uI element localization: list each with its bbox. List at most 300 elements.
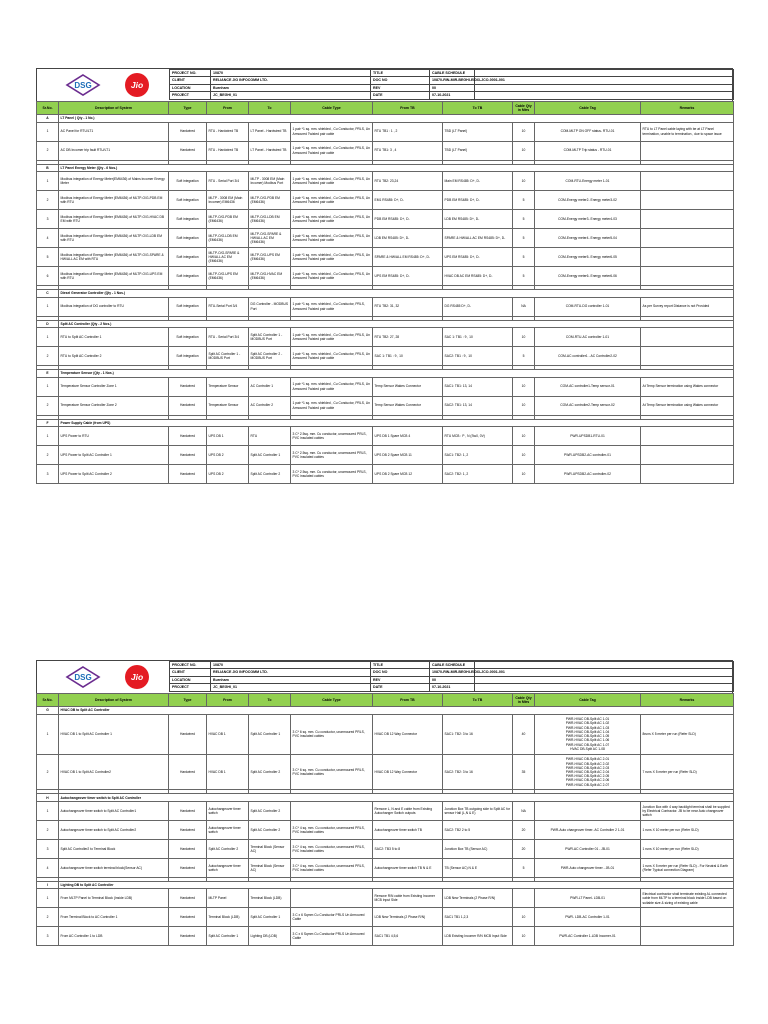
cell-cable-type: 1 pair *1 sq. mm. shielded , Cu Conductor, PRLS, Un Armoured Twisted pair cable: [291, 267, 373, 286]
cell-sr-no: 1: [37, 714, 59, 754]
cell-sr-no: 3: [37, 465, 59, 484]
section-title: Lighting DB to Split AC Controller: [59, 881, 734, 889]
cell-to: RTU: [249, 427, 291, 446]
table-row: [37, 427, 734, 446]
header-label: DOC NO: [371, 669, 430, 676]
cell-sr-no: 1: [37, 172, 59, 191]
cell-to: MLTP-O/G-PDB EM (EM6436): [249, 191, 291, 210]
cell-cable-tag: PWR-UPSDB2-AC controller-01: [535, 446, 641, 465]
cell-from: RTU - Hardwired TB: [207, 122, 249, 141]
cell-cable-tag: PWR-HVAC DB-Split AC 2-01 PWR-HVAC DB-Split AC 2-02 PWR-HVAC DB-Split AC 2-03 PWR-HVAC DB-Split AC 2-04 PWR-HVAC DB-Split AC 2-05 PWR-HVAC DB-Split AC 2-06 PWR-HVAC DB-Split AC 2-07: [535, 754, 641, 790]
header-row: [371, 662, 734, 669]
table-row: [37, 122, 734, 141]
cell-from-tb: Temp Sensor Wakes Connector: [373, 377, 443, 396]
column-header: Remarks: [641, 102, 734, 115]
column-header: Cable Tag: [535, 694, 641, 707]
column-header: From TB: [373, 694, 443, 707]
cell-description: UPS Power to Split AC Controller 1: [59, 446, 169, 465]
cell-to-tb: SAC1: TB1: 13, 14: [443, 377, 513, 396]
cell-to: LT Panel - Hardwired TB: [249, 141, 291, 160]
column-header-row: [37, 102, 734, 115]
cell-remarks: [641, 210, 734, 229]
cell-to-tb: UPS EM RS485: D+, D-: [443, 248, 513, 267]
section-letter: A: [37, 115, 59, 123]
cell-from: UPS DB 2: [207, 446, 249, 465]
cell-to: Split AC Controller 2: [249, 465, 291, 484]
cell-sr-no: 3: [37, 210, 59, 229]
cable-schedule-table: [36, 693, 734, 946]
cell-type: Hardwired: [169, 754, 207, 790]
cell-cable-qty: 5: [513, 858, 535, 877]
cell-cable-type: 1 pair *1 sq. mm. shielded , Cu Conductor, PRLS, Un Armoured Twisted pair cable: [291, 141, 373, 160]
cell-cable-qty: 10: [513, 377, 535, 396]
column-header: Cable Tag: [535, 102, 641, 115]
cell-cable-type: [291, 889, 373, 908]
section-title: Diesel Generator Controller (Qty - 1 Nos.): [59, 290, 734, 298]
cell-to-tb: Junction Box TB (Sensor AC): [443, 839, 513, 858]
cell-remarks: [641, 267, 734, 286]
cell-to: Split AC Controller 2: [249, 801, 291, 820]
cell-from-tb: RTU TB1: 3 , 4: [373, 141, 443, 160]
table-row: [37, 927, 734, 946]
cell-cable-qty: [513, 889, 535, 908]
logo-area: [37, 661, 169, 693]
cell-from: Split AC Controller 1 - MODBUS Port: [207, 347, 249, 366]
cell-from: HVAC DB 1: [207, 754, 249, 790]
cell-type: Soft integration: [169, 297, 207, 316]
cell-description: Modbus integration of Energy Meter (EM6436) of MLTP-O/G-SPARE & HW/ALL AC EM with RTU: [59, 248, 169, 267]
table-row: [37, 377, 734, 396]
table-row: [37, 172, 734, 191]
header-label: LOCATION: [170, 84, 211, 91]
cell-remarks: [641, 427, 734, 446]
cell-remarks: [641, 191, 734, 210]
cell-type: Soft integration: [169, 172, 207, 191]
cell-to: Terminal Block (Sensor AC): [249, 858, 291, 877]
table-row: [37, 297, 734, 316]
cell-sr-no: 1: [37, 801, 59, 820]
cell-cable-tag: PWR-Auto changeover timer - JB-01: [535, 858, 641, 877]
header-label: CLIENT: [170, 669, 211, 676]
cell-sr-no: 2: [37, 446, 59, 465]
cell-cable-qty: 10: [513, 328, 535, 347]
cell-description: Split AC Controller2 to Terminal Block: [59, 839, 169, 858]
header-row: [371, 77, 734, 84]
cell-from: MLTP-O/G-UPS EM (EM6436): [207, 267, 249, 286]
cell-to: Split AC Controller 1: [249, 714, 291, 754]
cell-cable-type: 1 pair *1 sq. mm. shielded , Cu Conductor, PRLS, Un Armoured Twisted pair cable: [291, 328, 373, 347]
cell-description: Modbus integration of Energy Meter (EM6436) of MLTP-O/G-LDB EM with RTU: [59, 229, 169, 248]
cell-to: Split AC Controller 2 - MODBUS Port: [249, 347, 291, 366]
cell-from-tb: Autochangeover timer switch TB N & E: [373, 858, 443, 877]
cell-from-tb: PDB EM RS485: D+, D-: [373, 210, 443, 229]
cell-remarks: [641, 465, 734, 484]
header-label: PROJECT NO.: [170, 70, 211, 77]
table-row: [37, 248, 734, 267]
cell-type: Hardwired: [169, 801, 207, 820]
cell-type: Hardwired: [169, 908, 207, 927]
section-letter: G: [37, 707, 59, 715]
cell-type: Hardwired: [169, 122, 207, 141]
cell-description: Autochangeover timer switch to Split AC Controller2: [59, 820, 169, 839]
cell-to: Split AC Controller 1 - MODBUS Port: [249, 328, 291, 347]
header-value: 10870: [211, 662, 475, 669]
cell-cable-tag: COM-AC controller1-Temp sensor-01: [535, 377, 641, 396]
header-label: REV: [371, 676, 430, 683]
cell-cable-qty: 20: [513, 820, 535, 839]
header-label: DATE: [371, 92, 430, 99]
cell-type: Hardwired: [169, 889, 207, 908]
cell-from: Autochangeover timer switch: [207, 801, 249, 820]
cell-type: Hardwired: [169, 858, 207, 877]
cell-cable-qty: 40: [513, 714, 535, 754]
column-header: Cable Qty in Mtrs: [513, 694, 535, 707]
cell-to-tb: LDB EM RS485: D+, D-: [443, 210, 513, 229]
section-title: Autochangeover timer switch to Split AC Controller: [59, 794, 734, 802]
cell-to: Split AC Controller 1: [249, 908, 291, 927]
table-row: [37, 801, 734, 820]
cell-description: Modbus integration of Energy Meter(EM6436) of Mains incomer Energy Meter: [59, 172, 169, 191]
section-title: HVAC DB to Split AC Controller: [59, 707, 734, 715]
cable-schedule-sheet-1: [36, 68, 733, 484]
cell-from-tb: LDB New Terminals (2 Phase R/N): [373, 908, 443, 927]
header-right-table: [370, 69, 734, 100]
cell-type: Soft integration: [169, 328, 207, 347]
cell-cable-qty: 5: [513, 210, 535, 229]
cell-from: Split AC Controller 2: [207, 839, 249, 858]
cell-cable-tag: [535, 801, 641, 820]
cell-to-tb: DG RS485 D+, D-: [443, 297, 513, 316]
cell-description: UPS Power to RTU: [59, 427, 169, 446]
cell-from: Terminal Block (LDB): [207, 908, 249, 927]
header-right-table: [370, 661, 734, 692]
cell-to: MLTP-O/G-UPS EM (EM6436): [249, 248, 291, 267]
cell-cable-qty: 5: [513, 267, 535, 286]
cell-from-tb: LDB EM RS485: D+, D-: [373, 229, 443, 248]
cell-cable-type: 1 pair *1 sq. mm. shielded , Cu Conductor, PRLS, Un Armoured Twisted pair cable: [291, 210, 373, 229]
cell-sr-no: 2: [37, 191, 59, 210]
header-label: TITLE: [371, 70, 430, 77]
table-row: [37, 465, 734, 484]
cell-cable-type: 3 C* 4 sq. mm. Cu conductor, unarmoured PRLS, PVC insulated cables: [291, 839, 373, 858]
section-title: Power Supply Cable (from UPS): [59, 419, 734, 427]
header-value: 00: [430, 84, 734, 91]
header-value: Burnham: [211, 676, 475, 683]
section-title: Split AC Controller (Qty - 2 Nos.): [59, 320, 734, 328]
section-row: [37, 115, 734, 123]
cell-type: Hardwired: [169, 141, 207, 160]
table-row: [37, 908, 734, 927]
cell-cable-qty: 10: [513, 927, 535, 946]
cell-cable-tag: COM-Energy meter4- Energy meter5-04: [535, 229, 641, 248]
cell-sr-no: 3: [37, 839, 59, 858]
cell-cable-type: 1 pair *1 sq. mm. shielded , Cu Conductor, PRLS, Un Armoured Twisted pair cable: [291, 122, 373, 141]
cell-from-tb: RTU TB2: 31, 32: [373, 297, 443, 316]
column-header: Sr.No.: [37, 102, 59, 115]
cell-remarks: 1 runs X 5 meter per run (Refer SLD) - For Neutral & Earth (Refer Typical connection Diagram): [641, 858, 734, 877]
cell-remarks: [641, 172, 734, 191]
cell-remarks: [641, 141, 734, 160]
cell-from-tb: RTU TB2: 27, 28: [373, 328, 443, 347]
cell-sr-no: 5: [37, 248, 59, 267]
cell-remarks: As per Survey report Distance is not Provided: [641, 297, 734, 316]
cell-type: Hardwired: [169, 396, 207, 415]
cell-cable-qty: 10: [513, 122, 535, 141]
cell-remarks: [641, 908, 734, 927]
table-row: [37, 858, 734, 877]
cell-from: MLTP-O/G-SPARE & HW/ALL AC EM (EM6436): [207, 248, 249, 267]
header-value: RELIANCE JIO INFOCOMM LTD.: [211, 77, 475, 84]
section-title: Temperature Sensor (Qty - 1 Nos.): [59, 370, 734, 378]
sheet-header: [36, 660, 733, 693]
cell-cable-qty: 5: [513, 347, 535, 366]
cell-remarks: 7 runs X 5 meter per run (Refer SLD): [641, 754, 734, 790]
cell-sr-no: 4: [37, 229, 59, 248]
cell-type: Hardwired: [169, 927, 207, 946]
cell-description: HVAC DB 1 to Split AC Controller 1: [59, 714, 169, 754]
section-letter: D: [37, 320, 59, 328]
cell-sr-no: 1: [37, 122, 59, 141]
cell-from: MLTP Panel: [207, 889, 249, 908]
cell-to-tb: SAC2: TB2: 3 to 16: [443, 754, 513, 790]
cell-to-tb: SAC2: TB1 : 9 , 10: [443, 347, 513, 366]
cell-cable-tag: COM-AC controller2-Temp sensor-02: [535, 396, 641, 415]
cell-from-tb: SPARE & HW/ALL EM RS485: D+, D-: [373, 248, 443, 267]
cell-cable-type: 1 pair *1 sq. mm. shielded , Cu Conductor, PRLS, Un Armoured Twisted pair cable: [291, 396, 373, 415]
cell-to: Terminal Block (Sensor AC): [249, 839, 291, 858]
column-header: Type: [169, 694, 207, 707]
cell-cable-qty: 10: [513, 908, 535, 927]
cell-from-tb: Temp Sensor Wakes Connector: [373, 396, 443, 415]
cell-to: Split AC Controller 1: [249, 446, 291, 465]
cell-cable-tag: COM-RTU-DG controller 1-01: [535, 297, 641, 316]
header-label: PROJECT: [170, 684, 211, 691]
cell-to-tb: SAC2: TB1: 13, 14: [443, 396, 513, 415]
section-letter: H: [37, 794, 59, 802]
dsg-logo-icon: [65, 665, 101, 689]
header-row: [371, 684, 734, 691]
cell-remarks: [641, 248, 734, 267]
cell-remarks: Junction Box with 4 way backlight terminal shall be supplied by Electrical Contractor. JB to be near Auto changeover switch: [641, 801, 734, 820]
column-header: To: [249, 694, 291, 707]
cell-from-tb: RTU TB1 : 1 , 2: [373, 122, 443, 141]
cell-remarks: At Temp Sensor termination using Wakes connector: [641, 396, 734, 415]
header-value: JC_BEGHI_01: [211, 92, 475, 99]
cell-description: RTU to Split AC Controller 1: [59, 328, 169, 347]
cell-from-tb: RTU TB2: 23,24: [373, 172, 443, 191]
jio-logo-icon: Jio: [125, 73, 149, 97]
cell-from: Autochangeover timer switch: [207, 820, 249, 839]
cell-from-tb: UPS DB 2 Spare MCB 12: [373, 465, 443, 484]
cell-from: Temperature Sensor: [207, 377, 249, 396]
cell-remarks: [641, 328, 734, 347]
cell-cable-qty: 35: [513, 754, 535, 790]
cell-sr-no: 2: [37, 908, 59, 927]
cell-cable-tag: COM-Energy meter3- Energy meter4-03: [535, 210, 641, 229]
table-row: [37, 889, 734, 908]
cell-type: Soft integration: [169, 229, 207, 248]
column-header: Description of System: [59, 694, 169, 707]
cell-from: UPS DB 2: [207, 465, 249, 484]
section-letter: F: [37, 419, 59, 427]
cell-cable-qty: 10: [513, 141, 535, 160]
header-row: [371, 669, 734, 676]
cell-sr-no: 1: [37, 328, 59, 347]
header-value: RELIANCE JIO INFOCOMM LTD.: [211, 669, 475, 676]
cell-from: Autochangeover timer switch: [207, 858, 249, 877]
cell-to-tb: TBD (LT Panel): [443, 122, 513, 141]
cell-remarks: At Temp Sensor termination using Wakes connector: [641, 377, 734, 396]
table-row: [37, 396, 734, 415]
table-row: [37, 754, 734, 790]
table-row: [37, 820, 734, 839]
cell-type: Hardwired: [169, 839, 207, 858]
cell-cable-tag: COM-Energy meter5- Energy meter6-05: [535, 248, 641, 267]
cell-cable-tag: COM-Energy meter2- Energy meter3-02: [535, 191, 641, 210]
cell-to: DG Controller - MODBUS Port: [249, 297, 291, 316]
cell-remarks: [641, 446, 734, 465]
cell-from: HVAC DB 1: [207, 714, 249, 754]
cell-sr-no: 3: [37, 927, 59, 946]
cell-cable-tag: COM-MLTP ON OFF status- RTU-01: [535, 122, 641, 141]
cell-description: Modbus integration of DG controller to RTU: [59, 297, 169, 316]
header-value: 10870: [211, 70, 475, 77]
cell-to-tb: LDB New Terminals (2 Phase R/N): [443, 889, 513, 908]
cell-cable-tag: COM-RTU-Energy meter 1-01: [535, 172, 641, 191]
cell-remarks: 1 runs X 10 meter per run (Refer SLD): [641, 839, 734, 858]
cell-to: MLTP - 3008 EM (Main Incomer) Modbus Port: [249, 172, 291, 191]
cell-to: MLTP-O/G-SPARE & HW/ALL AC EM (EM6436): [249, 229, 291, 248]
header-value: 07-10-2021: [430, 92, 734, 99]
cell-to-tb: SAC1: TB2: 1, 2: [443, 446, 513, 465]
table-row: [37, 210, 734, 229]
section-letter: E: [37, 370, 59, 378]
cell-remarks: 1 runs X 10 meter per run (Refer SLD): [641, 820, 734, 839]
column-header-row: [37, 694, 734, 707]
column-header: To TB: [443, 694, 513, 707]
header-label: DOC NO: [371, 77, 430, 84]
cell-cable-qty: 10: [513, 446, 535, 465]
cell-from-tb: HVAC DB 12 Way Connector: [373, 714, 443, 754]
header-row: [371, 84, 734, 91]
cell-description: Autochangeover timer switch to Split AC Controller1: [59, 801, 169, 820]
cell-remarks: 8runs X 5 meter per run (Refer SLD): [641, 714, 734, 754]
section-row: [37, 370, 734, 378]
column-header: Sr.No.: [37, 694, 59, 707]
header-value: 10870-RIN-MIR-BEGHI-EIDI3-JCO-0001-001: [430, 77, 734, 84]
cell-type: Soft integration: [169, 347, 207, 366]
cell-cable-type: 1 pair *1 sq. mm. shielded , Cu Conductor, PRLS, Un Armoured Twisted pair cable: [291, 347, 373, 366]
cell-to-tb: SAC 1: TB1 : 9 , 10: [443, 328, 513, 347]
cell-type: Soft integration: [169, 267, 207, 286]
cell-type: Soft integration: [169, 191, 207, 210]
cell-to-tb: PDB EM RS485: D+, D-: [443, 191, 513, 210]
cell-description: From MLTP Panel to Terminal Block (Inside LDB): [59, 889, 169, 908]
cell-from-tb: Autochangeover timer switch TB: [373, 820, 443, 839]
cell-description: From AC Controller 1 to LDB: [59, 927, 169, 946]
cell-type: Hardwired: [169, 446, 207, 465]
cell-to: Split AC Controller 2: [249, 754, 291, 790]
cell-cable-qty: NA: [513, 297, 535, 316]
section-letter: C: [37, 290, 59, 298]
cell-remarks: [641, 229, 734, 248]
section-row: [37, 164, 734, 172]
header-value: CABLE SCHEDULE: [430, 662, 734, 669]
header-value: JC_BEGHI_01: [211, 684, 475, 691]
cell-from: UPS DB 1: [207, 427, 249, 446]
cell-cable-type: 3 C* 2.5sq. mm. Cu conductor, unarmoured PRLS, PVC insulated cables: [291, 427, 373, 446]
cell-cable-qty: 10: [513, 465, 535, 484]
cell-from: RTU - Serial Port 3/4: [207, 172, 249, 191]
cell-cable-tag: COM-RTU-AC controller 1-01: [535, 328, 641, 347]
cell-to-tb: TBD (LT Panel): [443, 141, 513, 160]
table-row: [37, 714, 734, 754]
column-header: Remarks: [641, 694, 734, 707]
cell-type: Soft integration: [169, 248, 207, 267]
cell-sr-no: 2: [37, 820, 59, 839]
svg-text:DSG: DSG: [74, 81, 92, 90]
logo-area: [37, 69, 169, 101]
header-label: TITLE: [371, 662, 430, 669]
cell-to: AC Controller 2: [249, 396, 291, 415]
cell-to-tb: HVAC DB AC EM RS485: D+, D-: [443, 267, 513, 286]
header-value: 07-10-2021: [430, 684, 734, 691]
cell-type: Hardwired: [169, 714, 207, 754]
cell-to-tb: SAC2: TB2: 1, 2: [443, 465, 513, 484]
header-row: [371, 92, 734, 99]
column-header: From: [207, 102, 249, 115]
cell-type: Hardwired: [169, 465, 207, 484]
cell-cable-tag: COM-AC controller1 - AC Controller2-02: [535, 347, 641, 366]
table-row: [37, 446, 734, 465]
cell-to: AC Controller 1: [249, 377, 291, 396]
cell-cable-type: 1 pair *1 sq. mm. shielded , Cu Conductor, PRLS, Un Armoured Twisted pair cable: [291, 377, 373, 396]
cell-cable-type: 3 C x 6 Sqmm Cu Conductor PRLS Un Armoured Cable: [291, 927, 373, 946]
cell-from-tb: Remove L, N and E cable from Existing Autochanger Switch outputs: [373, 801, 443, 820]
cell-type: Soft integration: [169, 210, 207, 229]
cell-description: Modbus integration of Energy Meter (EM6436) of MLTP-O/G-HVAC DB EM with RTU: [59, 210, 169, 229]
column-header: Cable Type: [291, 102, 373, 115]
cell-from: Temperature Sensor: [207, 396, 249, 415]
cell-cable-tag: PWR-AC Controller 1-LDB Incomer-01: [535, 927, 641, 946]
cell-to-tb: LDB Existing Incomer R/N MCB Input Side: [443, 927, 513, 946]
cell-sr-no: 6: [37, 267, 59, 286]
cell-sr-no: 1: [37, 427, 59, 446]
cell-sr-no: 1: [37, 889, 59, 908]
column-header: To TB: [443, 102, 513, 115]
table-row: [37, 328, 734, 347]
cell-cable-qty: 5: [513, 248, 535, 267]
svg-text:DSG: DSG: [74, 673, 92, 682]
cell-sr-no: 4: [37, 858, 59, 877]
cell-description: HVAC DB 1 to Split AC Controller2: [59, 754, 169, 790]
cell-cable-tag: PWR-AC Controller 01 - JB-01: [535, 839, 641, 858]
cell-cable-tag: PWR-Auto changeover timer- AC Controller 2 1-01: [535, 820, 641, 839]
cell-from-tb: HVAC DB 12 Way Connector: [373, 754, 443, 790]
cell-from: MLTP - 3008 EM (Main Incomer) EM6436: [207, 191, 249, 210]
cell-to-tb: SAC1 TB1 1,2,3: [443, 908, 513, 927]
column-header: To: [249, 102, 291, 115]
cell-type: Hardwired: [169, 820, 207, 839]
cell-from: RTU - Serial Port 3/4: [207, 328, 249, 347]
cell-cable-type: [291, 801, 373, 820]
cell-from-tb: SAC2: TB3 5 to 8: [373, 839, 443, 858]
cell-from-tb: SAC 1: TB1 : 9 , 10: [373, 347, 443, 366]
cell-to-tb: TB (Sensor AC) N & E: [443, 858, 513, 877]
cell-from: MLTP-O/G-PDB EM (EM6436): [207, 210, 249, 229]
cell-to-tb: SAC2: TB2 2 to 5: [443, 820, 513, 839]
cell-cable-type: 1 pair *1 sq. mm. shielded , Cu Conductor, PRLS, Armoured Twisted pair cable: [291, 297, 373, 316]
